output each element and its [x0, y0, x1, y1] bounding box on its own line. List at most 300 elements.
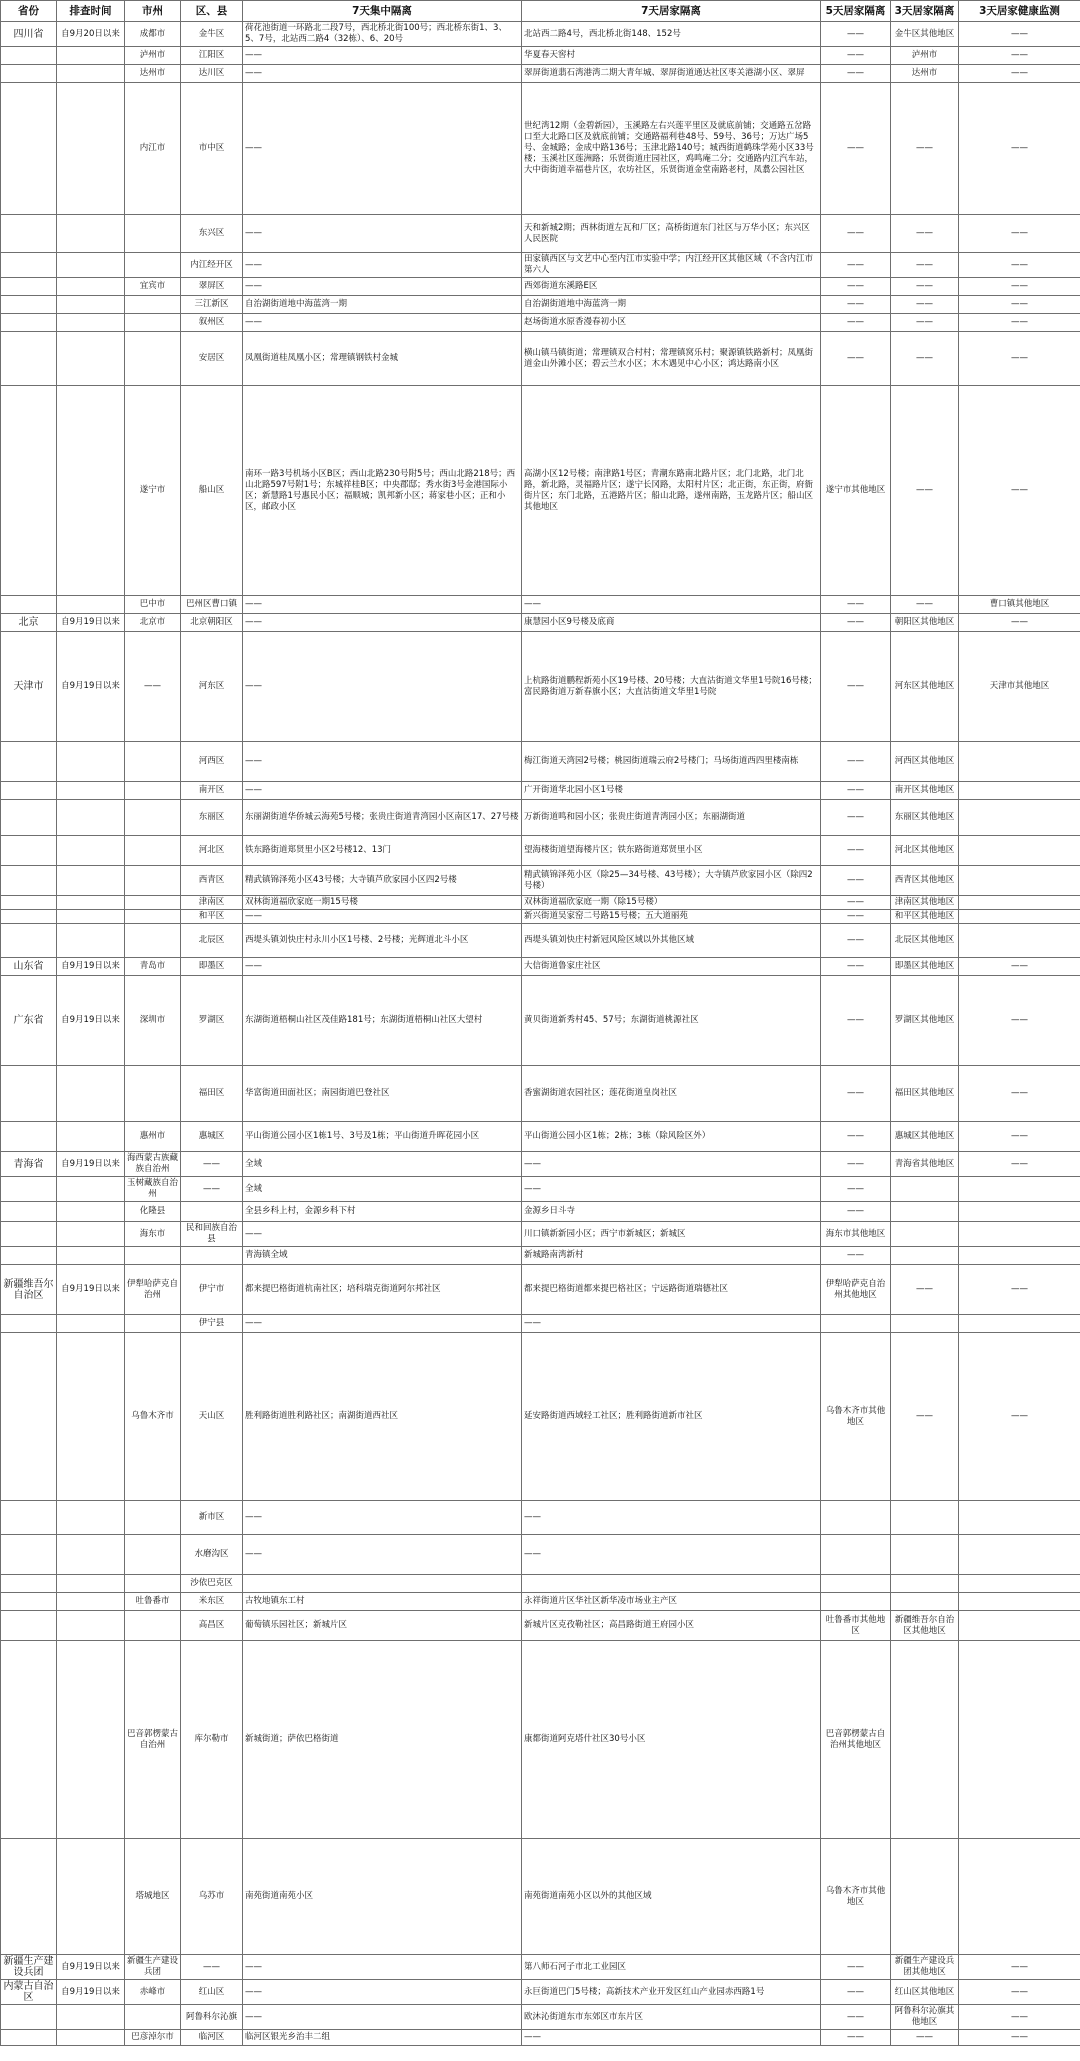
home-isolation-5day-cell: 巴音郭楞蒙古自治州其他地区 — [821, 1641, 891, 1839]
home-isolation-3day-cell: 津南区其他地区 — [891, 896, 959, 910]
check-time-cell — [57, 332, 125, 386]
table-row — [1, 83, 1080, 215]
table-row — [1, 1315, 1080, 1333]
home-isolation-7day-cell: 南苑街道南苑小区以外的其他区域 — [522, 1839, 821, 1955]
central-isolation-cell: 铁东路街道郑贤里小区2号楼12、13门 — [243, 836, 522, 866]
check-time-cell — [57, 1333, 125, 1501]
header-3day-health-monitoring: 3天居家健康监测 — [959, 1, 1080, 22]
city-cell — [125, 800, 181, 836]
health-monitoring-cell — [959, 1177, 1080, 1202]
home-isolation-5day-cell: —— — [821, 2030, 891, 2046]
table-body — [1, 22, 1080, 2046]
district-cell: 北京朝阳区 — [181, 614, 243, 632]
health-monitoring-cell — [959, 1222, 1080, 1247]
central-isolation-cell: —— — [243, 83, 522, 215]
table-row — [1, 742, 1080, 782]
home-isolation-7day-cell: —— — [522, 2030, 821, 2046]
district-cell: 新市区 — [181, 1501, 243, 1535]
home-isolation-3day-cell: —— — [891, 2030, 959, 2046]
home-isolation-7day-cell: 精武镇锦泽苑小区（除25—34号楼、43号楼）；大寺镇芦欣家园小区（除四2号楼） — [522, 866, 821, 896]
home-isolation-3day-cell: 和平区其他地区 — [891, 910, 959, 924]
health-monitoring-cell — [959, 1202, 1080, 1222]
home-isolation-3day-cell: 东丽区其他地区 — [891, 800, 959, 836]
header-check-time: 排查时间 — [57, 1, 125, 22]
central-isolation-cell: —— — [243, 1535, 522, 1575]
table-row — [1, 1247, 1080, 1265]
district-cell: 和平区 — [181, 910, 243, 924]
check-time-cell — [57, 1066, 125, 1122]
district-cell — [181, 1247, 243, 1265]
district-cell: 翠屏区 — [181, 278, 243, 296]
home-isolation-7day-cell: 田家镇西区与文艺中心至内江市实验中学；内江经开区其他区域（不含内江市第六人 — [522, 253, 821, 278]
home-isolation-5day-cell: —— — [821, 278, 891, 296]
home-isolation-7day-cell: —— — [522, 1535, 821, 1575]
home-isolation-5day-cell: —— — [821, 896, 891, 910]
home-isolation-7day-cell: 香蜜湖街道农园社区；莲花街道皇岗社区 — [522, 1066, 821, 1122]
health-monitoring-cell: —— — [959, 2005, 1080, 2030]
city-cell — [125, 782, 181, 800]
province-cell: 北京 — [1, 614, 57, 632]
home-isolation-5day-cell: —— — [821, 632, 891, 742]
district-cell: 即墨区 — [181, 958, 243, 976]
home-isolation-5day-cell: 伊犁哈萨克自治州其他地区 — [821, 1265, 891, 1315]
home-isolation-3day-cell: 金牛区其他地区 — [891, 22, 959, 47]
province-cell — [1, 1247, 57, 1265]
home-isolation-7day-cell: 高湖小区12号楼；南津路1号区；青潮东路南北路片区；北门北路，北门北路，新北路，灵福路片区；遂宁长冈路，太阳村片区；北正街，东正街，府衙街片区；东门北路，五港路片区；船山北路，遂州南路，玉龙路片区；船山区其他地区 — [522, 386, 821, 596]
home-isolation-7day-cell: —— — [522, 1501, 821, 1535]
health-monitoring-cell: —— — [959, 1333, 1080, 1501]
district-cell: —— — [181, 1152, 243, 1177]
table-row — [1, 1222, 1080, 1247]
central-isolation-cell: —— — [243, 1222, 522, 1247]
health-monitoring-cell — [959, 866, 1080, 896]
province-cell — [1, 1593, 57, 1611]
home-isolation-7day-cell: 广开街道华北园小区1号楼 — [522, 782, 821, 800]
home-isolation-3day-cell: —— — [891, 1333, 959, 1501]
health-monitoring-cell — [959, 800, 1080, 836]
home-isolation-7day-cell: 康都街道阿克塔什社区30号小区 — [522, 1641, 821, 1839]
home-isolation-5day-cell: —— — [821, 910, 891, 924]
central-isolation-cell: —— — [243, 1315, 522, 1333]
table-row — [1, 1122, 1080, 1152]
home-isolation-5day-cell: —— — [821, 1955, 891, 1980]
table-row — [1, 215, 1080, 253]
home-isolation-7day-cell: 横山镇马镇街道；常理镇双合村村；常理镇窝乐村；聚源镇铁路新村；凤凰街道金山外滩小区；碧云兰水小区；木木遇见中心小区；鸿达路南小区 — [522, 332, 821, 386]
home-isolation-3day-cell: —— — [891, 253, 959, 278]
home-isolation-5day-cell: —— — [821, 614, 891, 632]
home-isolation-7day-cell: 天和新城2期；西林街道左瓦和厂区；高桥街道东门社区与万华小区；东兴区人民医院 — [522, 215, 821, 253]
check-time-cell — [57, 924, 125, 958]
table-row — [1, 1535, 1080, 1575]
city-cell: 遂宁市 — [125, 386, 181, 596]
home-isolation-3day-cell — [891, 1222, 959, 1247]
home-isolation-5day-cell — [821, 1535, 891, 1575]
home-isolation-7day-cell: 新城片区克孜勒社区；高昌路街道王府园小区 — [522, 1611, 821, 1641]
city-cell: 惠州市 — [125, 1122, 181, 1152]
table-row — [1, 800, 1080, 836]
table-row — [1, 924, 1080, 958]
home-isolation-3day-cell — [891, 1575, 959, 1593]
home-isolation-7day-cell: 北站西二路4号，西北桥北街148、152号 — [522, 22, 821, 47]
home-isolation-7day-cell: —— — [522, 1177, 821, 1202]
health-monitoring-cell: —— — [959, 1152, 1080, 1177]
district-cell: 水磨沟区 — [181, 1535, 243, 1575]
city-cell: 新疆生产建设兵团 — [125, 1955, 181, 1980]
province-cell: 山东省 — [1, 958, 57, 976]
table-row — [1, 614, 1080, 632]
health-monitoring-cell: —— — [959, 976, 1080, 1066]
district-cell: 罗湖区 — [181, 976, 243, 1066]
check-time-cell: 自9月19日以来 — [57, 632, 125, 742]
home-isolation-3day-cell — [891, 1247, 959, 1265]
province-cell — [1, 65, 57, 83]
province-cell — [1, 1501, 57, 1535]
central-isolation-cell: —— — [243, 47, 522, 65]
district-cell: 巴州区曹口镇 — [181, 596, 243, 614]
city-cell: 泸州市 — [125, 47, 181, 65]
home-isolation-5day-cell: —— — [821, 976, 891, 1066]
home-isolation-3day-cell: 西青区其他地区 — [891, 866, 959, 896]
central-isolation-cell: —— — [243, 782, 522, 800]
city-cell — [125, 1575, 181, 1593]
home-isolation-3day-cell — [891, 1535, 959, 1575]
home-isolation-5day-cell: —— — [821, 836, 891, 866]
health-monitoring-cell: —— — [959, 1066, 1080, 1122]
home-isolation-5day-cell: —— — [821, 314, 891, 332]
central-isolation-cell: 全县乡科上村，金源乡科下村 — [243, 1202, 522, 1222]
province-cell — [1, 296, 57, 314]
city-cell: 巴音郭楞蒙古自治州 — [125, 1641, 181, 1839]
district-cell: 惠城区 — [181, 1122, 243, 1152]
district-cell: 阿鲁科尔沁旗 — [181, 2005, 243, 2030]
central-isolation-cell: 平山街道公园小区1栋1号、3号及1栋；平山街道升晖花园小区 — [243, 1122, 522, 1152]
home-isolation-3day-cell: 罗湖区其他地区 — [891, 976, 959, 1066]
district-cell: 米东区 — [181, 1593, 243, 1611]
header-district: 区、县 — [181, 1, 243, 22]
header-3day-home-isolation: 3天居家隔离 — [891, 1, 959, 22]
health-monitoring-cell: —— — [959, 314, 1080, 332]
health-monitoring-cell: 曹口镇其他地区 — [959, 596, 1080, 614]
check-time-cell — [57, 2030, 125, 2046]
check-time-cell — [57, 1177, 125, 1202]
health-monitoring-cell: —— — [959, 1955, 1080, 1980]
table-row — [1, 782, 1080, 800]
home-isolation-7day-cell: 望海楼街道望海楼片区；铁东路街道郑贤里小区 — [522, 836, 821, 866]
province-cell — [1, 47, 57, 65]
health-monitoring-cell — [959, 836, 1080, 866]
home-isolation-3day-cell: —— — [891, 83, 959, 215]
province-cell — [1, 1222, 57, 1247]
check-time-cell — [57, 782, 125, 800]
health-monitoring-cell: —— — [959, 1122, 1080, 1152]
home-isolation-5day-cell: 乌鲁木齐市其他地区 — [821, 1333, 891, 1501]
table-row — [1, 332, 1080, 386]
check-time-cell — [57, 1202, 125, 1222]
central-isolation-cell: 全域 — [243, 1177, 522, 1202]
check-time-cell — [57, 278, 125, 296]
home-isolation-5day-cell: —— — [821, 47, 891, 65]
check-time-cell — [57, 836, 125, 866]
province-cell: 天津市 — [1, 632, 57, 742]
city-cell: 化隆县 — [125, 1202, 181, 1222]
table-header — [1, 1, 1080, 22]
header-row — [1, 1, 1080, 22]
home-isolation-7day-cell: 世纪湾12期（金碧新园），玉溪路左右兴莲平里区及就底前铺；交通路五岔路口至大北路口区及就底前铺；交通路福利巷48号、59号、36号；万达广场5号、金城路；金成中路136号；玉津北路140号；城西街道鹤珠学苑小区33号楼；玉溪社区莲洲路；乐贤街道庄园社区，鸡鸣庵二分；交通路内江汽车站，大中街街道幸福巷片区，农坊社区，乐贤街道金堂南路老村，凤翥公园社区 — [522, 83, 821, 215]
home-isolation-5day-cell: —— — [821, 253, 891, 278]
home-isolation-7day-cell: 金源乡日斗寺 — [522, 1202, 821, 1222]
check-time-cell — [57, 253, 125, 278]
home-isolation-7day-cell: 永巨街道巴门5号楼；高新技术产业开发区红山产业园赤西路1号 — [522, 1980, 821, 2005]
health-monitoring-cell — [959, 910, 1080, 924]
home-isolation-5day-cell: —— — [821, 800, 891, 836]
home-isolation-5day-cell: —— — [821, 742, 891, 782]
district-cell: 安居区 — [181, 332, 243, 386]
home-isolation-3day-cell — [891, 1202, 959, 1222]
table-row — [1, 1575, 1080, 1593]
check-time-cell — [57, 1535, 125, 1575]
central-isolation-cell: 南苑街道南苑小区 — [243, 1839, 522, 1955]
home-isolation-5day-cell: —— — [821, 924, 891, 958]
province-cell — [1, 1839, 57, 1955]
province-cell — [1, 2005, 57, 2030]
central-isolation-cell: 荷花池街道一环路北二段7号，西北桥北街100号；西北桥东街1、3、5、7号，北站西二路4（32栋）、6、20号 — [243, 22, 522, 47]
province-cell — [1, 782, 57, 800]
central-isolation-cell: 东丽湖街道华侨城云海苑5号楼；张贵庄街道青湾园小区南区17、27号楼 — [243, 800, 522, 836]
home-isolation-3day-cell: 新疆生产建设兵团其他地区 — [891, 1955, 959, 1980]
district-cell: 津南区 — [181, 896, 243, 910]
city-cell — [125, 924, 181, 958]
province-cell — [1, 924, 57, 958]
city-cell: 玉树藏族自治州 — [125, 1177, 181, 1202]
home-isolation-7day-cell: 第八师石河子市北工业园区 — [522, 1955, 821, 1980]
health-monitoring-cell: —— — [959, 47, 1080, 65]
home-isolation-5day-cell: 吐鲁番市其他地区 — [821, 1611, 891, 1641]
table-row — [1, 1177, 1080, 1202]
district-cell: 伊宁县 — [181, 1315, 243, 1333]
province-cell — [1, 386, 57, 596]
district-cell — [181, 1202, 243, 1222]
check-time-cell: 自9月19日以来 — [57, 1152, 125, 1177]
home-isolation-5day-cell: —— — [821, 2005, 891, 2030]
table-row — [1, 1593, 1080, 1611]
table-row — [1, 1265, 1080, 1315]
district-cell: 乌苏市 — [181, 1839, 243, 1955]
health-monitoring-cell — [959, 1535, 1080, 1575]
home-isolation-7day-cell: 延安路街道西域轻工社区；胜利路街道新市社区 — [522, 1333, 821, 1501]
central-isolation-cell: 凤凰街道桂凤凰小区；常理镇钢铁村金城 — [243, 332, 522, 386]
home-isolation-3day-cell — [891, 1641, 959, 1839]
check-time-cell: 自9月19日以来 — [57, 1980, 125, 2005]
central-isolation-cell: —— — [243, 65, 522, 83]
district-cell: 北辰区 — [181, 924, 243, 958]
home-isolation-3day-cell: 红山区其他地区 — [891, 1980, 959, 2005]
province-cell: 青海省 — [1, 1152, 57, 1177]
home-isolation-7day-cell: 康慧园小区9号楼及底商 — [522, 614, 821, 632]
province-cell — [1, 1641, 57, 1839]
city-cell: 吐鲁番市 — [125, 1593, 181, 1611]
home-isolation-3day-cell: —— — [891, 278, 959, 296]
district-cell: 高昌区 — [181, 1611, 243, 1641]
home-isolation-5day-cell: —— — [821, 22, 891, 47]
home-isolation-5day-cell: —— — [821, 1066, 891, 1122]
province-cell — [1, 1315, 57, 1333]
city-cell: 北京市 — [125, 614, 181, 632]
city-cell: 青岛市 — [125, 958, 181, 976]
central-isolation-cell: —— — [243, 910, 522, 924]
home-isolation-7day-cell: 万新街道鸣和园小区；张贵庄街道青湾园小区；东丽湖街道 — [522, 800, 821, 836]
home-isolation-5day-cell: 遂宁市其他地区 — [821, 386, 891, 596]
table-row — [1, 296, 1080, 314]
check-time-cell — [57, 1315, 125, 1333]
check-time-cell — [57, 742, 125, 782]
home-isolation-7day-cell: 西郊街道东溪路E区 — [522, 278, 821, 296]
table-row — [1, 896, 1080, 910]
check-time-cell — [57, 866, 125, 896]
health-monitoring-cell — [959, 782, 1080, 800]
home-isolation-5day-cell: —— — [821, 65, 891, 83]
home-isolation-5day-cell: —— — [821, 1202, 891, 1222]
check-time-cell — [57, 1222, 125, 1247]
health-monitoring-cell: —— — [959, 83, 1080, 215]
table-row — [1, 1501, 1080, 1535]
home-isolation-3day-cell: 青海省其他地区 — [891, 1152, 959, 1177]
city-cell — [125, 332, 181, 386]
city-cell: 塔城地区 — [125, 1839, 181, 1955]
table-row — [1, 2030, 1080, 2046]
check-time-cell — [57, 800, 125, 836]
city-cell — [125, 1535, 181, 1575]
province-cell — [1, 83, 57, 215]
check-time-cell — [57, 296, 125, 314]
district-cell: 民和回族自治县 — [181, 1222, 243, 1247]
city-cell — [125, 1611, 181, 1641]
home-isolation-7day-cell: 西堤头镇刘快庄村新冠风险区域以外其他区域 — [522, 924, 821, 958]
central-isolation-cell: —— — [243, 215, 522, 253]
province-cell — [1, 866, 57, 896]
city-cell: 赤峰市 — [125, 1980, 181, 2005]
city-cell — [125, 910, 181, 924]
district-cell: 东丽区 — [181, 800, 243, 836]
central-isolation-cell: —— — [243, 278, 522, 296]
home-isolation-5day-cell: 乌鲁木齐市其他地区 — [821, 1839, 891, 1955]
table-row — [1, 976, 1080, 1066]
health-monitoring-cell: —— — [959, 614, 1080, 632]
table-row — [1, 836, 1080, 866]
table-row — [1, 1202, 1080, 1222]
district-cell: 金牛区 — [181, 22, 243, 47]
province-cell — [1, 1066, 57, 1122]
home-isolation-7day-cell: 翠屏街道翡石湾港湾二期大青年城、翠屏街道通达社区枣关港湖小区、翠屏 — [522, 65, 821, 83]
province-cell — [1, 1333, 57, 1501]
home-isolation-5day-cell — [821, 1575, 891, 1593]
city-cell: 巴中市 — [125, 596, 181, 614]
home-isolation-5day-cell: —— — [821, 296, 891, 314]
home-isolation-7day-cell: —— — [522, 596, 821, 614]
city-cell — [125, 836, 181, 866]
table-row — [1, 278, 1080, 296]
health-monitoring-cell — [959, 896, 1080, 910]
check-time-cell: 自9月19日以来 — [57, 1955, 125, 1980]
home-isolation-5day-cell: —— — [821, 1122, 891, 1152]
city-cell: —— — [125, 632, 181, 742]
home-isolation-3day-cell: —— — [891, 596, 959, 614]
district-cell: 达川区 — [181, 65, 243, 83]
district-cell: 南开区 — [181, 782, 243, 800]
header-5day-home-isolation: 5天居家隔离 — [821, 1, 891, 22]
header-7day-central-isolation: 7天集中隔离 — [243, 1, 522, 22]
central-isolation-cell: 临河区银光乡治丰二组 — [243, 2030, 522, 2046]
table-row — [1, 596, 1080, 614]
district-cell: 沙依巴克区 — [181, 1575, 243, 1593]
central-isolation-cell: —— — [243, 1955, 522, 1980]
health-monitoring-cell: —— — [959, 296, 1080, 314]
city-cell — [125, 253, 181, 278]
province-cell: 内蒙古自治区 — [1, 1980, 57, 2005]
home-isolation-5day-cell: —— — [821, 1980, 891, 2005]
central-isolation-cell: 西堤头镇刘快庄村永川小区1号楼、2号楼；光辉道北斗小区 — [243, 924, 522, 958]
check-time-cell: 自9月19日以来 — [57, 958, 125, 976]
central-isolation-cell: 新城街道；萨依巴格街道 — [243, 1641, 522, 1839]
home-isolation-5day-cell: —— — [821, 215, 891, 253]
home-isolation-5day-cell — [821, 1315, 891, 1333]
home-isolation-3day-cell: 阿鲁科尔沁旗其他地区 — [891, 2005, 959, 2030]
home-isolation-7day-cell: 欧沐沁街道东市东郊区市东片区 — [522, 2005, 821, 2030]
district-cell: 河东区 — [181, 632, 243, 742]
home-isolation-7day-cell: 永祥街道片区华社区新华凌市场业主产区 — [522, 1593, 821, 1611]
home-isolation-7day-cell: 华夏春天窖村 — [522, 47, 821, 65]
central-isolation-cell: —— — [243, 958, 522, 976]
home-isolation-5day-cell: —— — [821, 332, 891, 386]
city-cell — [125, 1066, 181, 1122]
table-row — [1, 1641, 1080, 1839]
health-monitoring-cell — [959, 1593, 1080, 1611]
district-cell: 三江新区 — [181, 296, 243, 314]
home-isolation-7day-cell: 大信街道鲁家庄社区 — [522, 958, 821, 976]
province-cell — [1, 1535, 57, 1575]
central-isolation-cell: 胜利路街道胜利路社区；南湖街道西社区 — [243, 1333, 522, 1501]
home-isolation-3day-cell: 泸州市 — [891, 47, 959, 65]
province-cell — [1, 596, 57, 614]
table-row — [1, 1980, 1080, 2005]
health-monitoring-cell: —— — [959, 278, 1080, 296]
district-cell: 江阳区 — [181, 47, 243, 65]
district-cell: 河北区 — [181, 836, 243, 866]
home-isolation-3day-cell — [891, 1501, 959, 1535]
home-isolation-5day-cell: —— — [821, 1177, 891, 1202]
city-cell: 达州市 — [125, 65, 181, 83]
home-isolation-3day-cell: —— — [891, 314, 959, 332]
central-isolation-cell: 双林街道福欣家庭一期15号楼 — [243, 896, 522, 910]
health-monitoring-cell: —— — [959, 1265, 1080, 1315]
health-monitoring-cell: —— — [959, 253, 1080, 278]
table-row — [1, 910, 1080, 924]
district-cell: 福田区 — [181, 1066, 243, 1122]
central-isolation-cell: 东湖街道梧桐山社区茂佳路181号；东湖街道梧桐山社区大望村 — [243, 976, 522, 1066]
district-cell: —— — [181, 1955, 243, 1980]
home-isolation-5day-cell: —— — [821, 958, 891, 976]
health-monitoring-cell: —— — [959, 332, 1080, 386]
health-monitoring-cell: —— — [959, 1980, 1080, 2005]
health-monitoring-cell — [959, 742, 1080, 782]
table-row — [1, 65, 1080, 83]
province-cell — [1, 800, 57, 836]
check-time-cell — [57, 1593, 125, 1611]
city-cell — [125, 296, 181, 314]
district-cell: 库尔勒市 — [181, 1641, 243, 1839]
home-isolation-5day-cell: —— — [821, 782, 891, 800]
table-row — [1, 386, 1080, 596]
province-cell — [1, 1611, 57, 1641]
